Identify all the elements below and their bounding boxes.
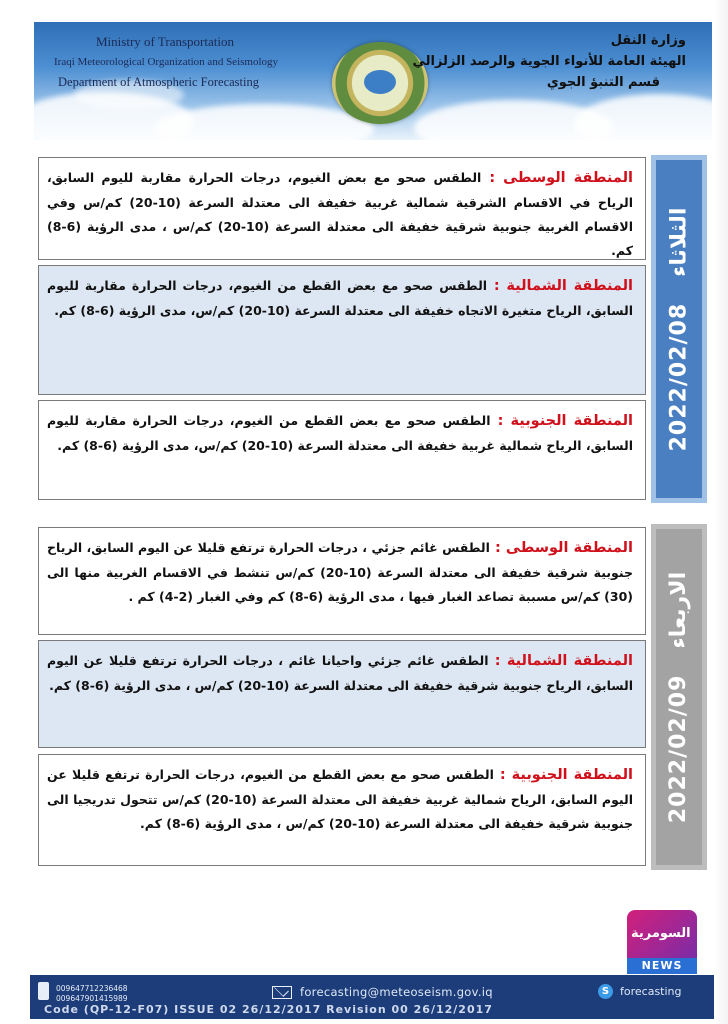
date-bar-day2-text xyxy=(667,571,692,822)
region-box-south-day2 xyxy=(38,754,646,866)
skype-icon: S xyxy=(598,984,613,999)
forecast-date: 2022/02/08 xyxy=(666,302,692,451)
page-edge xyxy=(714,0,728,1024)
phone-number: 009647901415989 xyxy=(56,994,128,1003)
region-label: المنطقة الشمالية : xyxy=(493,278,634,294)
header-banner xyxy=(34,22,712,140)
organization-name-en: Iraqi Meteorological Organization and Seismology xyxy=(54,56,279,68)
region-box-central-day2 xyxy=(38,527,646,635)
region-forecast-text: الطقس صحو مع بعض القطع من الغيوم، درجات الحرارة مقاربة لليوم السابق، الرياح شمالية غربية خفيفة الى معتدلة السرعة (10-20) كم/س، مدى الرؤية (6-8) كم. xyxy=(47,413,633,453)
ministry-name-en: Ministry of Transportation xyxy=(96,34,234,49)
region-label: المنطقة الوسطى : xyxy=(489,170,633,186)
date-bar-day2 xyxy=(651,524,707,870)
region-forecast-text: الطقس غائم جزئي ، درجات الحرارة ترتفع قليلا عن اليوم السابق، الرياح جنوبية شرقية خفيفة الى معتدلة السرعة (10-20) كم/س تنشط في الاقسام الغربية منها الى (30) كم/س مسببة تصاعد الغبار فيها ، مدى الرؤية (6-8) كم وفي الغبار (2-4) كم . xyxy=(47,540,633,604)
region-label: المنطقة الوسطى : xyxy=(495,540,633,556)
day-name: الثلاثاء xyxy=(666,207,692,277)
logo-center xyxy=(364,70,396,94)
region-label: المنطقة الجنوبية : xyxy=(497,413,634,429)
region-box-north-day1 xyxy=(38,265,646,395)
region-forecast-text: الطقس صحو مع بعض القطع من الغيوم، درجات الحرارة مقاربة لليوم السابق، الرياح متغيرة الاتجاه خفيفة الى معتدلة السرعة (10-20) كم/س، مدى الرؤية (6-8) كم. xyxy=(47,278,633,318)
region-box-central-day1 xyxy=(38,157,646,260)
footer-skype[interactable]: forecasting xyxy=(620,985,682,998)
footer-phones xyxy=(56,984,128,1004)
phone-icon xyxy=(38,982,49,1000)
news-watermark xyxy=(627,910,697,974)
day-name: الاربعاء xyxy=(666,571,692,649)
watermark-arabic: السومرية xyxy=(631,926,691,941)
document-code: Code (QP-12-F07) ISSUE 02 26/12/2017 Revision 00 26/12/2017 xyxy=(44,1003,493,1016)
footer-bar xyxy=(30,975,716,1019)
mail-icon xyxy=(272,986,292,999)
region-forecast-text: الطقس غائم جزئي واحيانا غائم ، درجات الحرارة ترتفع قليلا عن اليوم السابق، الرياح جنوبية شرقية خفيفة الى معتدلة السرعة (10-20) كم/س ، مدى الرؤية (6-8) كم. xyxy=(47,653,633,693)
date-bar-day1 xyxy=(651,155,707,503)
organization-name-ar: الهيئة العامة للأنواء الجوية والرصد الزلزالي xyxy=(412,54,686,69)
forecast-date: 2022/02/09 xyxy=(666,674,692,823)
phone-number: 009647712236468 xyxy=(56,984,128,993)
footer-email[interactable]: forecasting@meteoseism.gov.iq xyxy=(300,985,493,999)
region-forecast-text: الطقس صحو مع بعض الغيوم، درجات الحرارة مقاربة لليوم السابق، الرياح في الاقسام الشرقية شمالية غربية خفيفة الى معتدلة السرعة (10-20) كم/س وفي الاقسام الغربية جنوبية شرقية خفيفة الى معتدلة السرعة (10-20) كم/س ، مدى الرؤية (6-8) كم. xyxy=(47,170,634,258)
department-name-ar: قسم التنبؤ الجوي xyxy=(546,75,660,90)
header-english-text xyxy=(54,32,278,92)
watermark-news: NEWS xyxy=(627,958,697,974)
region-box-north-day2 xyxy=(38,640,646,748)
region-label: المنطقة الشمالية : xyxy=(494,653,633,669)
cloud-decoration xyxy=(154,104,374,140)
cloud-decoration xyxy=(574,94,712,140)
date-bar-day1-text xyxy=(667,207,692,451)
region-box-south-day1 xyxy=(38,400,646,500)
header-arabic-text xyxy=(412,30,686,93)
region-forecast-text: الطقس صحو مع بعض القطع من الغيوم، درجات الحرارة ترتفع قليلا عن اليوم السابق، الرياح شمالية غربية خفيفة الى معتدلة السرعة (10-20) كم/س تتحول تدريجيا الى جنوبية شرقية خفيفة الى معتدلة السرعة (10-20) كم/س ، مدى الرؤية (6-8) كم. xyxy=(47,767,633,831)
region-label: المنطقة الجنوبية : xyxy=(499,767,634,783)
watermark-logo xyxy=(627,910,697,960)
department-name-en: Department of Atmospheric Forecasting xyxy=(58,75,259,89)
ministry-name-ar: وزارة النقل xyxy=(610,33,686,48)
